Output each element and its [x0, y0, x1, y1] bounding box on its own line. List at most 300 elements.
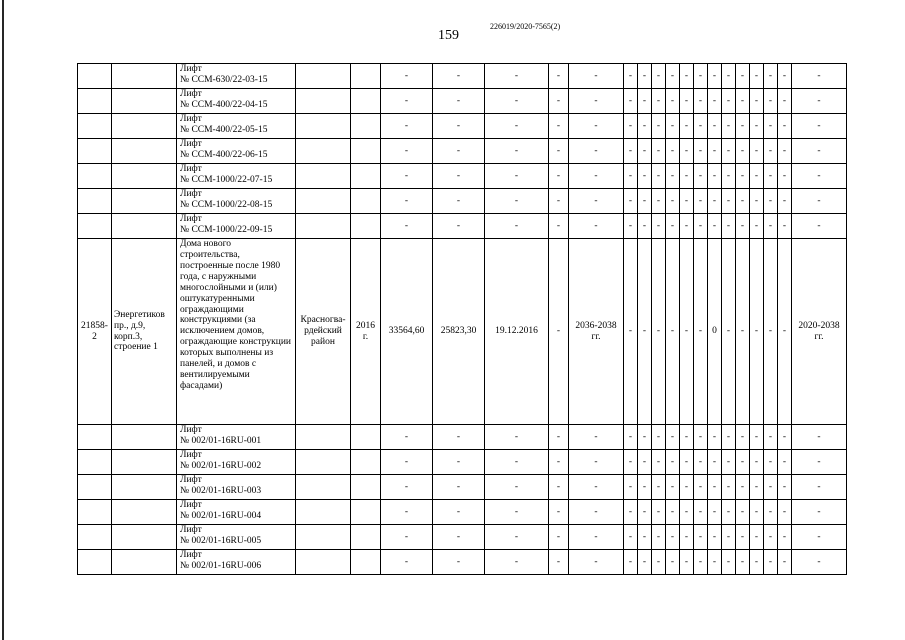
address-cell	[112, 550, 177, 575]
dash-cell: -	[764, 139, 778, 164]
dash-cell: -	[750, 239, 764, 425]
dash-cell: -	[485, 64, 549, 89]
dash-cell: -	[624, 475, 638, 500]
year-cell	[351, 64, 381, 89]
dash-cell: -	[694, 139, 708, 164]
lift-name: Лифт № ССМ-400/22-06-15	[177, 139, 296, 164]
year-cell	[351, 425, 381, 450]
lift-name: Лифт № 002/01-16RU-006	[177, 550, 296, 575]
dash-cell: -	[708, 425, 722, 450]
district-cell	[296, 164, 351, 189]
dash-cell: -	[680, 450, 694, 475]
dash-cell: -	[778, 64, 792, 89]
dash-cell: -	[736, 189, 750, 214]
building-date: 19.12.2016	[485, 239, 549, 425]
dash-cell: -	[792, 550, 847, 575]
dash-cell: -	[764, 525, 778, 550]
lift-row	[78, 89, 847, 114]
dash-cell: -	[381, 114, 433, 139]
district-cell	[296, 214, 351, 239]
dash-cell: -	[381, 89, 433, 114]
address-cell	[112, 139, 177, 164]
lift-row	[78, 550, 847, 575]
lift-row	[78, 214, 847, 239]
page-number: 159	[438, 28, 459, 43]
dash-cell: -	[736, 89, 750, 114]
year-cell	[351, 189, 381, 214]
dash-cell: -	[549, 425, 569, 450]
dash-cell: -	[736, 475, 750, 500]
scan-edge	[2, 0, 4, 640]
dash-cell: -	[485, 189, 549, 214]
district-cell	[296, 64, 351, 89]
dash-cell: -	[652, 475, 666, 500]
dash-cell: -	[433, 214, 485, 239]
dash-cell: -	[792, 525, 847, 550]
dash-cell: -	[549, 164, 569, 189]
dash-cell: -	[549, 475, 569, 500]
dash-cell: -	[722, 500, 736, 525]
dash-cell: -	[549, 114, 569, 139]
dash-cell: -	[433, 64, 485, 89]
lift-name: Лифт № 002/01-16RU-001	[177, 425, 296, 450]
id-cell	[78, 500, 112, 525]
dash-cell: -	[549, 525, 569, 550]
dash-cell: -	[666, 475, 680, 500]
dash-cell: -	[722, 214, 736, 239]
dash-cell: -	[652, 450, 666, 475]
dash-cell: -	[764, 450, 778, 475]
dash-cell: -	[652, 64, 666, 89]
dash-cell: -	[666, 239, 680, 425]
dash-cell: -	[736, 450, 750, 475]
dash-cell: -	[736, 239, 750, 425]
id-cell	[78, 89, 112, 114]
dash-cell: -	[638, 214, 652, 239]
dash-cell: -	[569, 425, 624, 450]
dash-cell: -	[680, 425, 694, 450]
dash-cell: -	[433, 500, 485, 525]
dash-cell: -	[708, 500, 722, 525]
dash-cell: -	[736, 139, 750, 164]
year-cell	[351, 89, 381, 114]
dash-cell: -	[778, 89, 792, 114]
id-cell	[78, 64, 112, 89]
dash-cell: -	[680, 64, 694, 89]
dash-cell: -	[764, 550, 778, 575]
dash-cell: -	[381, 214, 433, 239]
dash-cell: -	[792, 450, 847, 475]
dash-cell: -	[485, 214, 549, 239]
dash-cell: -	[736, 550, 750, 575]
address-cell	[112, 475, 177, 500]
dash-cell: -	[624, 525, 638, 550]
building-row	[78, 239, 847, 425]
dash-cell: -	[722, 450, 736, 475]
dash-cell: -	[778, 500, 792, 525]
dash-cell: -	[708, 139, 722, 164]
dash-cell: -	[652, 525, 666, 550]
dash-cell: -	[764, 189, 778, 214]
dash-cell: -	[694, 164, 708, 189]
dash-cell: -	[764, 214, 778, 239]
dash-cell: -	[764, 64, 778, 89]
dash-cell: -	[549, 189, 569, 214]
lift-name: Лифт № ССМ-630/22-03-15	[177, 64, 296, 89]
dash-cell: -	[666, 139, 680, 164]
dash-cell: -	[485, 450, 549, 475]
address-cell	[112, 64, 177, 89]
dash-cell: -	[485, 89, 549, 114]
zero-cell: 0	[708, 239, 722, 425]
dash-cell: -	[792, 189, 847, 214]
dash-cell: -	[638, 114, 652, 139]
district-cell	[296, 475, 351, 500]
repair-period: 2036-2038 гг.	[569, 239, 624, 425]
dash-cell: -	[485, 139, 549, 164]
lift-name: Лифт № ССМ-1000/22-08-15	[177, 189, 296, 214]
dash-cell: -	[638, 500, 652, 525]
dash-cell: -	[624, 139, 638, 164]
dash-cell: -	[433, 425, 485, 450]
area-living: 25823,30	[433, 239, 485, 425]
district-cell	[296, 425, 351, 450]
dash-cell: -	[778, 425, 792, 450]
year-cell	[351, 450, 381, 475]
dash-cell: -	[750, 475, 764, 500]
dash-cell: -	[624, 500, 638, 525]
dash-cell: -	[624, 114, 638, 139]
id-cell	[78, 525, 112, 550]
dash-cell: -	[624, 450, 638, 475]
dash-cell: -	[638, 525, 652, 550]
address-cell	[112, 425, 177, 450]
dash-cell: -	[638, 139, 652, 164]
dash-cell: -	[736, 164, 750, 189]
dash-cell: -	[381, 550, 433, 575]
dash-cell: -	[778, 214, 792, 239]
building-address: Энергетиков пр., д.9, корп.3, строение 1	[112, 239, 177, 425]
id-cell	[78, 114, 112, 139]
dash-cell: -	[638, 425, 652, 450]
dash-cell: -	[694, 214, 708, 239]
dash-cell: -	[433, 550, 485, 575]
dash-cell: -	[680, 214, 694, 239]
dash-cell: -	[485, 475, 549, 500]
lift-row	[78, 450, 847, 475]
dash-cell: -	[750, 164, 764, 189]
dash-cell: -	[485, 550, 549, 575]
year-cell	[351, 475, 381, 500]
dash-cell: -	[792, 114, 847, 139]
dash-cell: -	[624, 89, 638, 114]
dash-cell: -	[549, 450, 569, 475]
dash-cell: -	[666, 64, 680, 89]
dash-cell: -	[485, 164, 549, 189]
dash-cell: -	[750, 64, 764, 89]
lift-row	[78, 64, 847, 89]
id-cell	[78, 164, 112, 189]
dash-cell: -	[778, 114, 792, 139]
dash-cell: -	[652, 214, 666, 239]
dash-cell: -	[638, 64, 652, 89]
dash-cell: -	[624, 164, 638, 189]
dash-cell: -	[708, 189, 722, 214]
dash-cell: -	[569, 500, 624, 525]
dash-cell: -	[792, 89, 847, 114]
dash-cell: -	[680, 525, 694, 550]
dash-cell: -	[569, 164, 624, 189]
dash-cell: -	[381, 475, 433, 500]
dash-cell: -	[638, 89, 652, 114]
year-cell	[351, 500, 381, 525]
dash-cell: -	[652, 550, 666, 575]
dash-cell: -	[708, 550, 722, 575]
dash-cell: -	[694, 500, 708, 525]
dash-cell: -	[778, 525, 792, 550]
dash-cell: -	[624, 64, 638, 89]
area-total: 33564,60	[381, 239, 433, 425]
dash-cell: -	[485, 525, 549, 550]
dash-cell: -	[569, 64, 624, 89]
lift-row	[78, 114, 847, 139]
dash-cell: -	[694, 425, 708, 450]
dash-cell: -	[549, 239, 569, 425]
building-year: 2016 г.	[351, 239, 381, 425]
dash-cell: -	[736, 214, 750, 239]
dash-cell: -	[666, 425, 680, 450]
dash-cell: -	[708, 475, 722, 500]
dash-cell: -	[750, 189, 764, 214]
dash-cell: -	[624, 425, 638, 450]
dash-cell: -	[549, 139, 569, 164]
district-cell	[296, 500, 351, 525]
dash-cell: -	[569, 89, 624, 114]
building-id: 21858-2	[78, 239, 112, 425]
dash-cell: -	[736, 500, 750, 525]
dash-cell: -	[792, 164, 847, 189]
dash-cell: -	[624, 239, 638, 425]
dash-cell: -	[666, 114, 680, 139]
district-cell	[296, 450, 351, 475]
dash-cell: -	[433, 189, 485, 214]
dash-cell: -	[694, 89, 708, 114]
dash-cell: -	[764, 425, 778, 450]
district-cell	[296, 189, 351, 214]
dash-cell: -	[569, 139, 624, 164]
lift-row	[78, 500, 847, 525]
dash-cell: -	[652, 139, 666, 164]
dash-cell: -	[433, 164, 485, 189]
dash-cell: -	[569, 525, 624, 550]
dash-cell: -	[652, 425, 666, 450]
dash-cell: -	[652, 164, 666, 189]
dash-cell: -	[549, 64, 569, 89]
dash-cell: -	[680, 500, 694, 525]
dash-cell: -	[722, 139, 736, 164]
table-body	[78, 64, 847, 575]
dash-cell: -	[764, 114, 778, 139]
dash-cell: -	[624, 214, 638, 239]
dash-cell: -	[652, 114, 666, 139]
dash-cell: -	[750, 139, 764, 164]
dash-cell: -	[569, 189, 624, 214]
dash-cell: -	[638, 550, 652, 575]
dash-cell: -	[736, 425, 750, 450]
lift-name: Лифт № ССМ-400/22-04-15	[177, 89, 296, 114]
dash-cell: -	[750, 550, 764, 575]
dash-cell: -	[624, 550, 638, 575]
dash-cell: -	[722, 425, 736, 450]
dash-cell: -	[792, 425, 847, 450]
dash-cell: -	[485, 114, 549, 139]
year-cell	[351, 214, 381, 239]
dash-cell: -	[722, 114, 736, 139]
year-cell	[351, 139, 381, 164]
dash-cell: -	[381, 425, 433, 450]
dash-cell: -	[694, 475, 708, 500]
lift-name: Лифт № ССМ-400/22-05-15	[177, 114, 296, 139]
dash-cell: -	[433, 89, 485, 114]
id-cell	[78, 550, 112, 575]
dash-cell: -	[778, 450, 792, 475]
dash-cell: -	[485, 425, 549, 450]
dash-cell: -	[750, 525, 764, 550]
dash-cell: -	[680, 164, 694, 189]
dash-cell: -	[624, 189, 638, 214]
dash-cell: -	[708, 214, 722, 239]
year-cell	[351, 550, 381, 575]
dash-cell: -	[433, 450, 485, 475]
dash-cell: -	[381, 450, 433, 475]
address-cell	[112, 214, 177, 239]
address-cell	[112, 164, 177, 189]
dash-cell: -	[666, 450, 680, 475]
id-cell	[78, 450, 112, 475]
dash-cell: -	[666, 500, 680, 525]
dash-cell: -	[708, 64, 722, 89]
dash-cell: -	[666, 525, 680, 550]
dash-cell: -	[792, 500, 847, 525]
dash-cell: -	[764, 475, 778, 500]
dash-cell: -	[792, 64, 847, 89]
dash-cell: -	[549, 500, 569, 525]
dash-cell: -	[680, 139, 694, 164]
dash-cell: -	[433, 114, 485, 139]
address-cell	[112, 450, 177, 475]
dash-cell: -	[485, 500, 549, 525]
dash-cell: -	[680, 550, 694, 575]
lift-row	[78, 164, 847, 189]
dash-cell: -	[722, 164, 736, 189]
dash-cell: -	[750, 500, 764, 525]
dash-cell: -	[638, 475, 652, 500]
address-cell	[112, 189, 177, 214]
dash-cell: -	[680, 189, 694, 214]
dash-cell: -	[736, 114, 750, 139]
dash-cell: -	[708, 450, 722, 475]
lift-row	[78, 189, 847, 214]
dash-cell: -	[708, 525, 722, 550]
dash-cell: -	[433, 139, 485, 164]
lift-name: Лифт № ССМ-1000/22-07-15	[177, 164, 296, 189]
dash-cell: -	[764, 164, 778, 189]
dash-cell: -	[750, 89, 764, 114]
dash-cell: -	[433, 525, 485, 550]
dash-cell: -	[381, 525, 433, 550]
dash-cell: -	[381, 164, 433, 189]
dash-cell: -	[764, 500, 778, 525]
year-cell	[351, 164, 381, 189]
dash-cell: -	[778, 550, 792, 575]
building-district: Красногва-рдейский район	[296, 239, 351, 425]
lift-row	[78, 139, 847, 164]
dash-cell: -	[764, 89, 778, 114]
dash-cell: -	[638, 239, 652, 425]
dash-cell: -	[638, 450, 652, 475]
dash-cell: -	[722, 475, 736, 500]
dash-cell: -	[381, 189, 433, 214]
dash-cell: -	[750, 450, 764, 475]
dash-cell: -	[569, 114, 624, 139]
dash-cell: -	[792, 214, 847, 239]
district-cell	[296, 114, 351, 139]
dash-cell: -	[750, 114, 764, 139]
dash-cell: -	[694, 550, 708, 575]
document-code: 226019/2020-7565(2)	[490, 22, 561, 31]
dash-cell: -	[666, 89, 680, 114]
dash-cell: -	[433, 475, 485, 500]
lift-row	[78, 525, 847, 550]
lift-name: Лифт № 002/01-16RU-002	[177, 450, 296, 475]
dash-cell: -	[680, 475, 694, 500]
dash-cell: -	[666, 214, 680, 239]
dash-cell: -	[736, 525, 750, 550]
year-cell	[351, 114, 381, 139]
building-description: Дома нового строительства, построенные после 1980 года, с наружными многослойными и (или) оштукатуренными ограждающими конструкциями (за исключением домов, ограждающие конструкции которых выполнены из панелей, и домов с вентилируемыми фасадами)	[177, 239, 296, 425]
district-cell	[296, 139, 351, 164]
dash-cell: -	[652, 189, 666, 214]
dash-cell: -	[549, 550, 569, 575]
dash-cell: -	[778, 139, 792, 164]
id-cell	[78, 139, 112, 164]
dash-cell: -	[778, 239, 792, 425]
id-cell	[78, 425, 112, 450]
dash-cell: -	[722, 525, 736, 550]
dash-cell: -	[549, 89, 569, 114]
dash-cell: -	[694, 450, 708, 475]
register-table	[77, 63, 847, 575]
id-cell	[78, 214, 112, 239]
dash-cell: -	[694, 525, 708, 550]
year-cell	[351, 525, 381, 550]
dash-cell: -	[666, 550, 680, 575]
dash-cell: -	[694, 114, 708, 139]
dash-cell: -	[792, 475, 847, 500]
dash-cell: -	[638, 164, 652, 189]
district-cell	[296, 550, 351, 575]
dash-cell: -	[764, 239, 778, 425]
dash-cell: -	[722, 89, 736, 114]
dash-cell: -	[569, 475, 624, 500]
dash-cell: -	[778, 189, 792, 214]
dash-cell: -	[708, 164, 722, 189]
dash-cell: -	[778, 475, 792, 500]
id-cell	[78, 189, 112, 214]
address-cell	[112, 525, 177, 550]
dash-cell: -	[652, 89, 666, 114]
address-cell	[112, 114, 177, 139]
